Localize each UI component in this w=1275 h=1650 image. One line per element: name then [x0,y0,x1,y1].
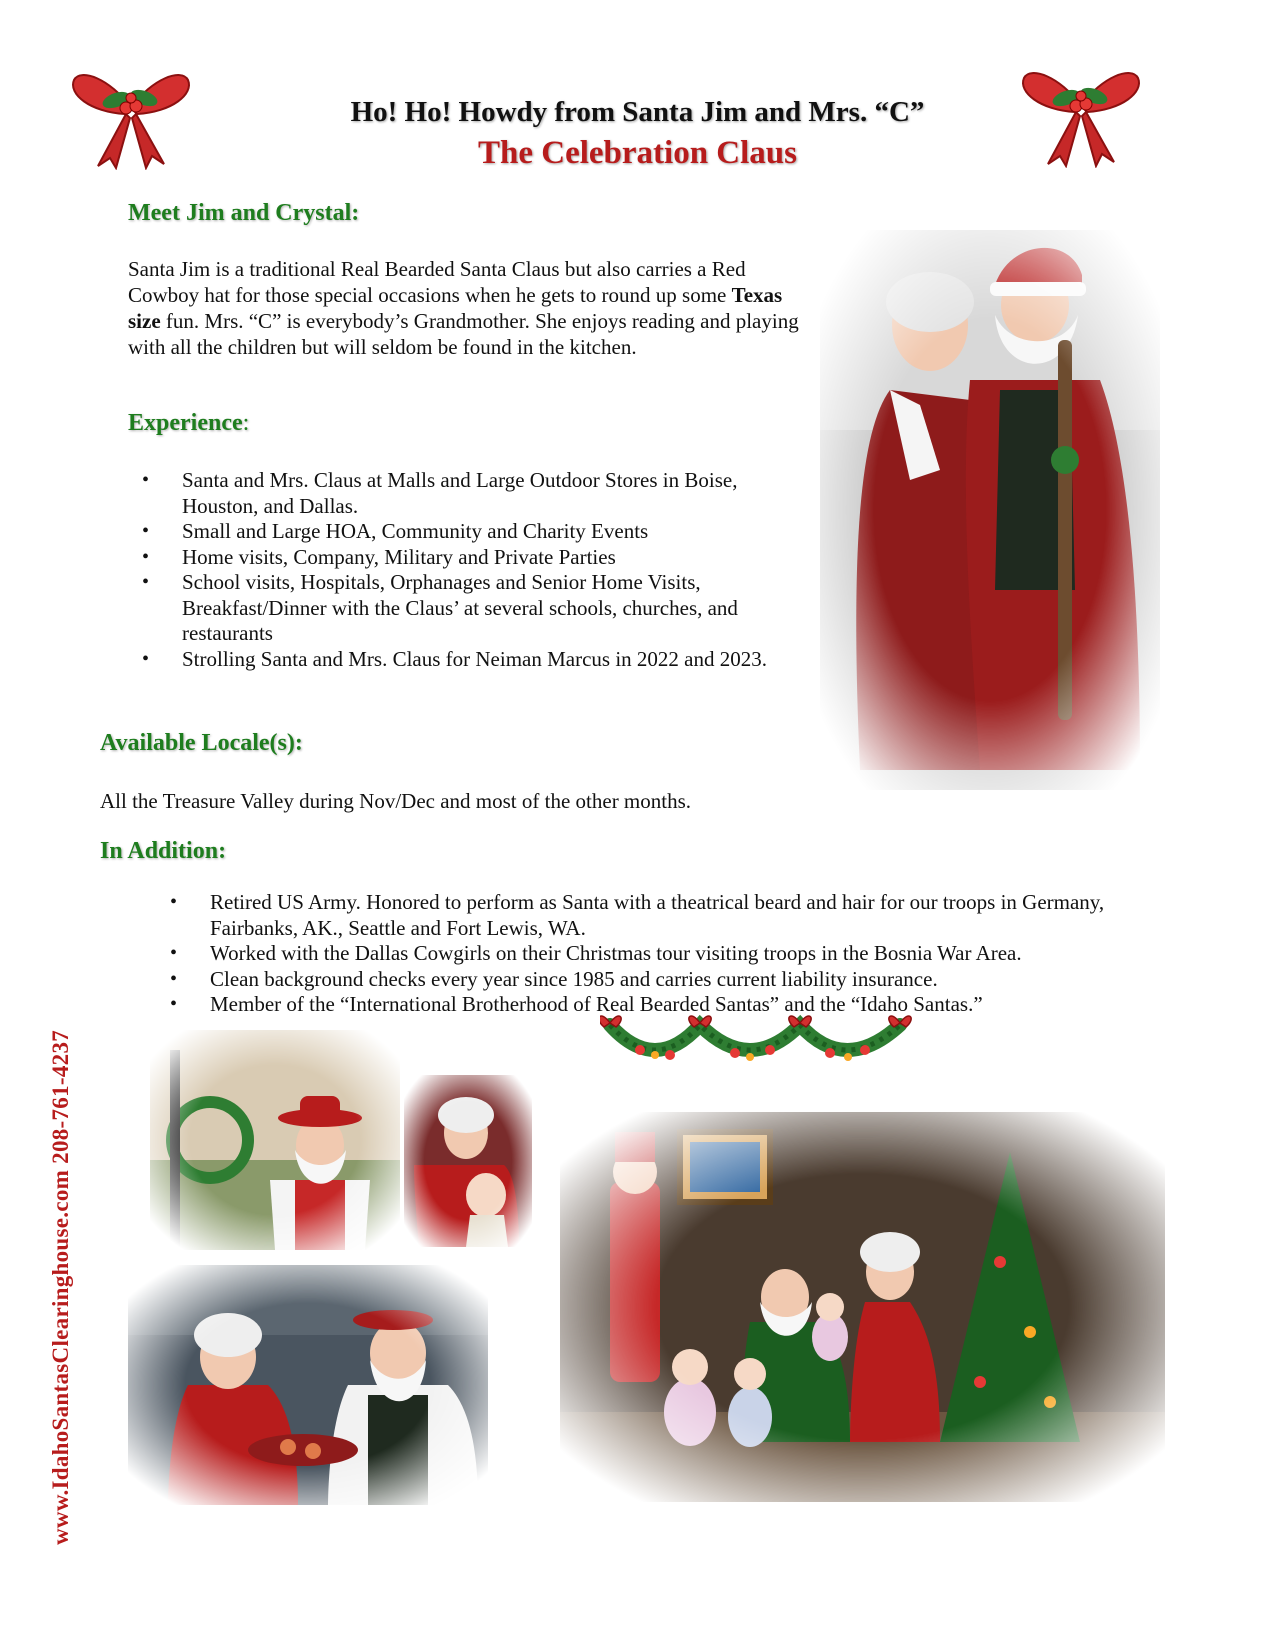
family-christmas-photo [560,1112,1165,1502]
santa-couple-photo [820,230,1160,790]
locale-text: All the Treasure Valley during Nov/Dec and most of the other months. [100,789,692,813]
list-item: • Worked with the Dallas Cowgirls on their Christmas tour visiting troops in the Bosnia War Area. [170,941,1170,967]
list-item: • Clean background checks every year since 1985 and carries current liability insurance. [170,967,1170,993]
list-item: • Santa and Mrs. Claus at Malls and Large Outdoor Stores in Boise, Houston, and Dallas. [142,468,782,519]
experience-list [142,468,782,672]
meet-text-part2: fun. Mrs. “C” is everybody’s Grandmother. She enjoys reading and playing with all the children but will seldom be found in the kitchen. [128,309,799,359]
meet-text-part1: Santa Jim is a traditional Real Bearded Santa Claus but also carries a Red Cowboy hat for those special occasions when he gets to round up some [128,257,746,307]
list-item: • Retired US Army. Honored to perform as Santa with a theatrical beard and hair for our troops in Germany, Fairbanks, AK., Seattle and Fort Lewis, WA. [170,890,1170,941]
list-item: • Strolling Santa and Mrs. Claus for Neiman Marcus in 2022 and 2023. [142,647,782,673]
list-item: • Home visits, Company, Military and Private Parties [142,545,782,571]
locale-heading: Available Locale(s): [100,730,303,756]
experience-heading-text: Experience [128,410,243,436]
couple-cookies-photo [128,1265,488,1505]
list-item: • Member of the “International Brotherhood of Real Bearded Santas” and the “Idaho Santas.” [170,992,1170,1018]
list-item: • School visits, Hospitals, Orphanages and Senior Home Visits, Breakfast/Dinner with the Claus’ at several schools, churches, and restaurants [142,570,782,647]
cowboy-santa-photo [150,1030,400,1250]
addition-list [170,890,1170,1018]
meet-text-bold: Texas size [128,283,783,333]
page-subtitle: The Celebration Claus [477,135,797,171]
page-title: Ho! Ho! Howdy from Santa Jim and Mrs. “C” [350,96,925,128]
list-item: • Small and Large HOA, Community and Charity Events [142,519,782,545]
meet-heading: Meet Jim and Crystal: [128,200,360,226]
contact-sidebar: www.IdahoSantasClearinghouse.com 208-761-4237 [48,1029,73,1545]
mrs-claus-baby-photo [404,1075,532,1247]
meet-paragraph [128,256,818,360]
addition-heading: In Addition: [100,838,227,864]
garland-icon [600,1005,920,1080]
experience-heading-colon: : [242,410,250,436]
experience-heading [128,410,249,437]
